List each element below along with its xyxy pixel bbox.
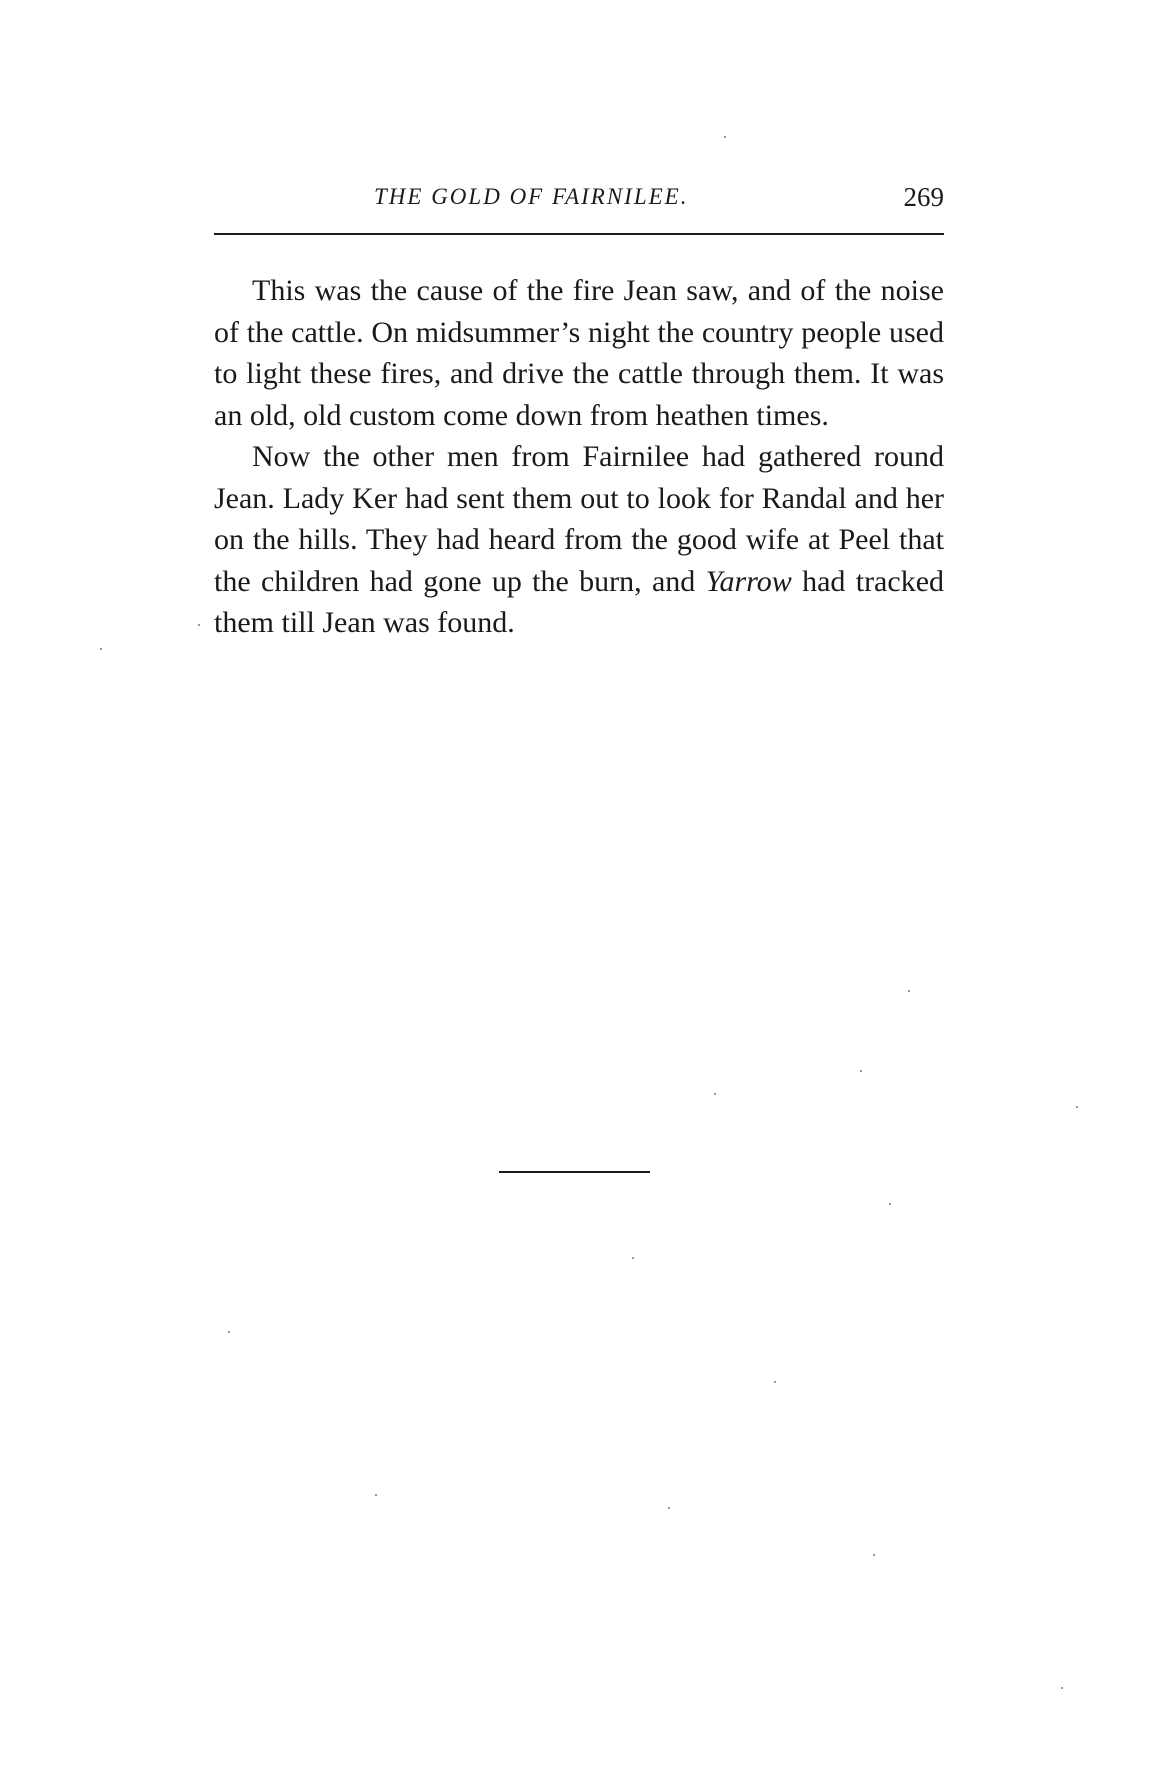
paragraph bbox=[214, 436, 944, 644]
scan-speck bbox=[228, 1331, 230, 1333]
scan-speck bbox=[724, 136, 726, 138]
body-text bbox=[214, 270, 944, 644]
chapter-end-rule bbox=[499, 1171, 650, 1173]
italic-name: Yarrow bbox=[705, 564, 792, 598]
scan-speck bbox=[774, 1381, 776, 1383]
scan-speck bbox=[860, 1070, 862, 1072]
running-title: THE GOLD OF FAIRNILEE. bbox=[374, 184, 689, 209]
scan-speck bbox=[1061, 1687, 1063, 1689]
running-head bbox=[214, 181, 944, 221]
scan-speck bbox=[668, 1507, 670, 1509]
header-rule bbox=[214, 233, 944, 235]
paragraph-text: Now the other men from Fairnilee had gathered round Jean. Lady Ker had sent them out to look for Randal and her on the hills. They had heard from the good wife at Peel that the children had gone up the burn, and bbox=[214, 440, 944, 598]
scan-speck bbox=[198, 624, 200, 626]
paragraph-text: This was the cause of the fire Jean saw, and of the noise of the cattle. On midsummer’s night the country people used to light these fires, and drive the cattle through them. It was an old, old custom come down from heathen times. bbox=[214, 274, 944, 432]
scan-speck bbox=[375, 1494, 377, 1496]
scan-speck bbox=[1076, 1106, 1078, 1108]
scan-speck bbox=[100, 648, 102, 650]
scan-speck bbox=[632, 1257, 634, 1259]
paragraph-text: had tracked them till Jean was found. bbox=[214, 564, 945, 639]
scan-speck bbox=[908, 990, 910, 992]
paragraph bbox=[214, 270, 944, 436]
scan-speck bbox=[873, 1554, 875, 1556]
scan-speck bbox=[889, 1203, 891, 1205]
page-number: 269 bbox=[903, 182, 944, 212]
scan-speck bbox=[714, 1093, 716, 1095]
